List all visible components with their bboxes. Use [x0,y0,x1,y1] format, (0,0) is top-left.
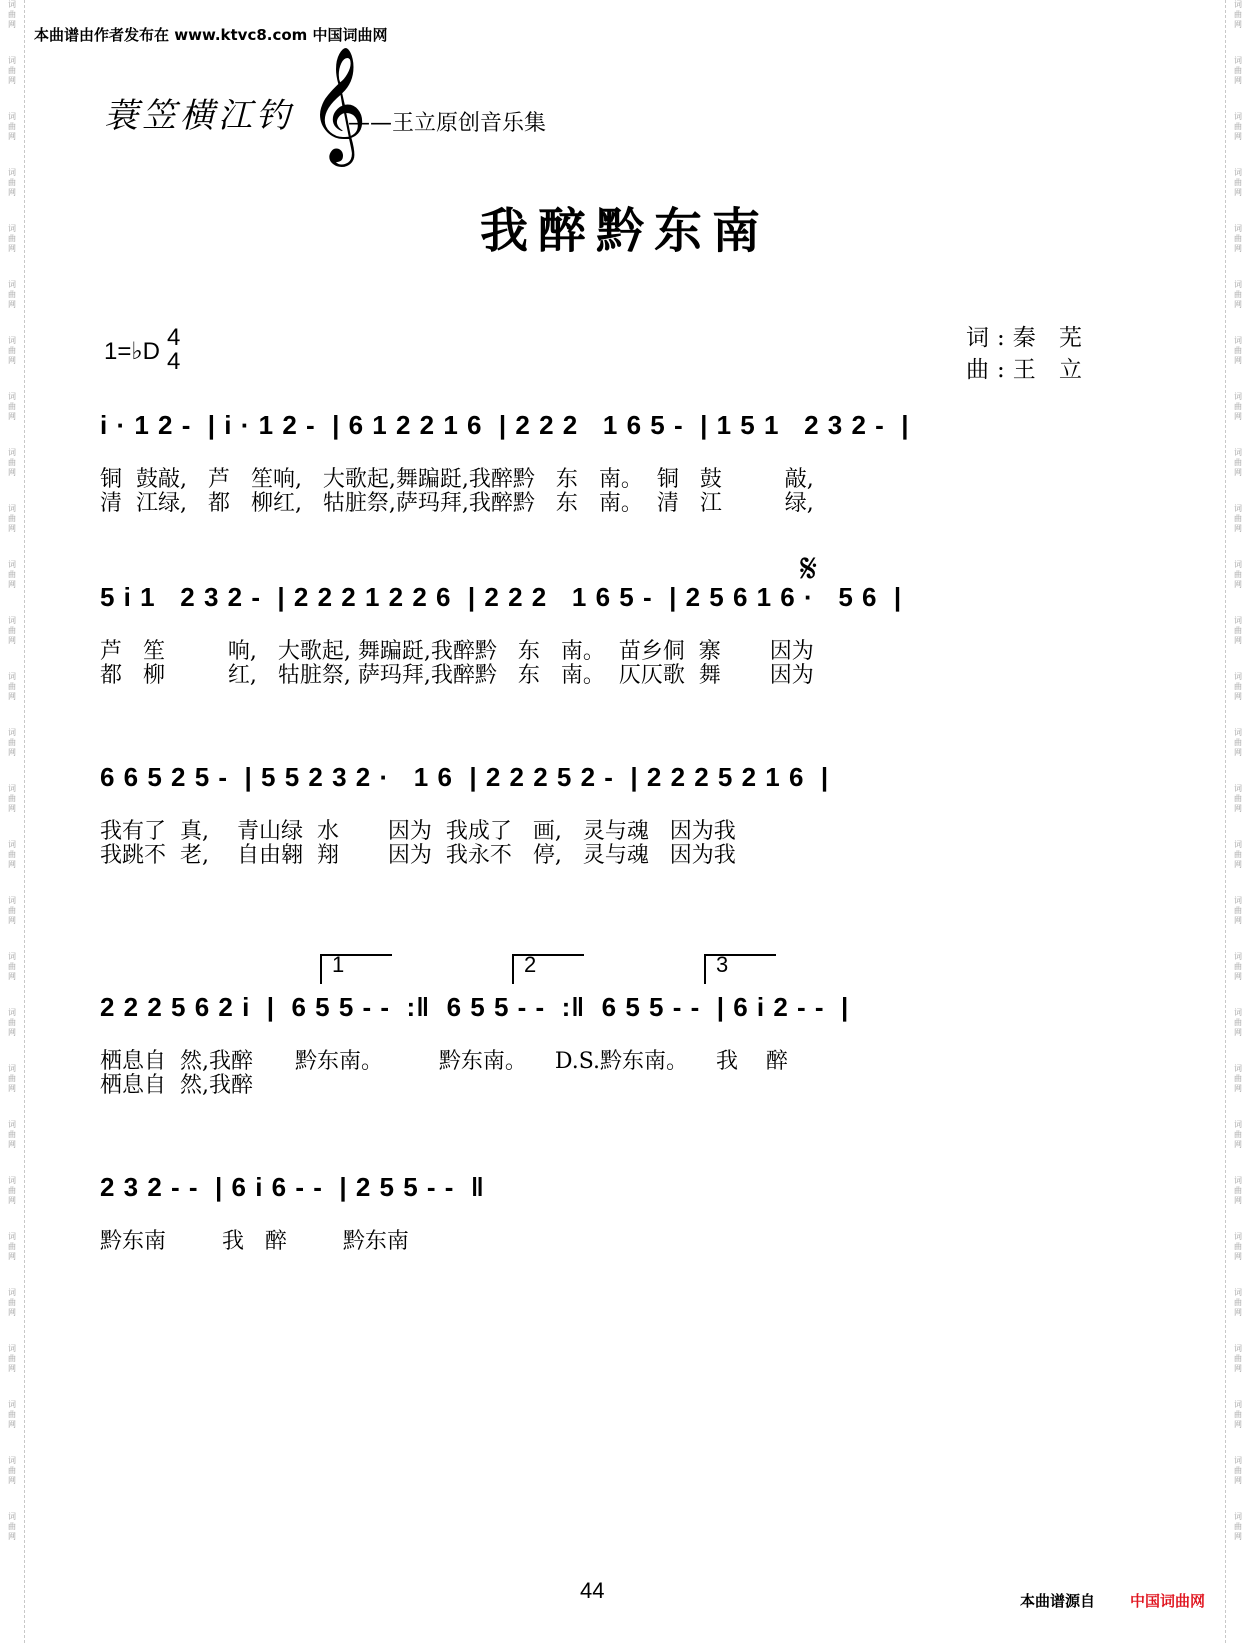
notation-line: 2 2 2 5 6 2 i | 6 5 5 - - :‖ 6 5 5 - - :‖ 6 5 5 - - | 6 i 2 - - | [100,992,850,1022]
watermark-glyph: 词 [8,728,16,737]
watermark-glyph: 词 [1234,728,1242,737]
watermark-glyph-group [1234,1120,1242,1150]
watermark-glyph: 词 [1234,1008,1242,1017]
lyricist: 词:秦 芜 [966,325,1091,351]
watermark-glyph-group [1234,0,1242,30]
watermark-glyph: 网 [1234,524,1242,533]
watermark-glyph: 网 [1234,300,1242,309]
watermark-glyph: 网 [1234,1140,1242,1149]
watermark-glyph-group [8,112,16,142]
watermark-glyph: 曲 [1234,570,1242,579]
watermark-glyph: 词 [1234,1400,1242,1409]
watermark-glyph: 曲 [8,1466,16,1475]
watermark-glyph-group [1234,1344,1242,1374]
watermark-glyph: 词 [8,1120,16,1129]
watermark-glyph: 词 [1234,448,1242,457]
watermark-glyph: 曲 [1234,1410,1242,1419]
watermark-glyph-group [1234,1232,1242,1262]
watermark-glyph-group [8,1456,16,1486]
watermark-glyph: 词 [8,784,16,793]
watermark-glyph: 词 [1234,1456,1242,1465]
watermark-glyph: 网 [8,188,16,197]
watermark-glyph: 曲 [8,1130,16,1139]
segno-icon: 𝄋 [800,546,818,592]
watermark-glyph-group [8,560,16,590]
watermark-glyph: 网 [8,972,16,981]
watermark-glyph: 词 [8,1512,16,1521]
watermark-glyph-group [8,56,16,86]
watermark-glyph: 曲 [8,1242,16,1251]
watermark-glyph: 词 [1234,392,1242,401]
watermark-glyph: 词 [8,56,16,65]
watermark-glyph: 词 [1234,56,1242,65]
watermark-glyph-group [1234,728,1242,758]
watermark-glyph: 曲 [1234,514,1242,523]
watermark-glyph: 曲 [1234,1074,1242,1083]
collection-subtitle: ——王立原创音乐集 [348,111,547,136]
watermark-glyph: 网 [1234,804,1242,813]
watermark-glyph: 词 [1234,1288,1242,1297]
lyric-verse-2: 我跳不 老, 自由翱 翔 因为 我永不 停, 灵与魂 因为我 [100,843,736,868]
watermark-glyph: 词 [8,1400,16,1409]
volta-number: 2 [524,952,537,977]
watermark-glyph-group [1234,56,1242,86]
watermark-glyph: 网 [8,244,16,253]
time-signature-bottom: 4 [167,348,181,375]
watermark-glyph-group [1234,1512,1242,1542]
watermark-glyph: 词 [1234,1344,1242,1353]
watermark-glyph: 曲 [1234,66,1242,75]
watermark-glyph: 网 [1234,188,1242,197]
watermark-glyph: 网 [1234,1420,1242,1429]
treble-clef-icon: 𝄞 [308,45,368,162]
watermark-glyph: 网 [8,692,16,701]
watermark-glyph: 曲 [8,1522,16,1531]
song-title: 我醉黔东南 [479,203,770,259]
watermark-glyph-group [8,896,16,926]
watermark-glyph: 词 [8,672,16,681]
volta-number: 3 [716,952,729,977]
watermark-glyph-group [1234,280,1242,310]
watermark-glyph: 曲 [8,10,16,19]
watermark-glyph: 网 [1234,1364,1242,1373]
watermark-glyph-group [1234,840,1242,870]
watermark-glyph-group [1234,1008,1242,1038]
watermark-glyph: 曲 [8,850,16,859]
watermark-glyph-group [8,616,16,646]
watermark-glyph: 曲 [1234,1354,1242,1363]
watermark-glyph: 网 [1234,132,1242,141]
watermark-glyph: 词 [8,1008,16,1017]
watermark-glyph: 曲 [8,570,16,579]
watermark-glyph: 曲 [8,682,16,691]
watermark-glyph: 曲 [1234,1522,1242,1531]
watermark-glyph: 网 [1234,244,1242,253]
notation-line: 2 3 2 - - | 6 i 6 - - | 2 5 5 - - ‖ [100,1172,485,1202]
watermark-glyph: 曲 [8,1074,16,1083]
watermark-glyph-group [8,784,16,814]
watermark-glyph: 网 [8,468,16,477]
watermark-glyph: 词 [1234,1064,1242,1073]
watermark-glyph: 网 [1234,1476,1242,1485]
volta-bracket-3 [704,954,776,984]
watermark-glyph-group [8,1232,16,1262]
watermark-glyph: 曲 [1234,682,1242,691]
watermark-glyph: 曲 [8,66,16,75]
volta-number: 1 [332,952,345,977]
watermark-glyph: 曲 [8,402,16,411]
watermark-glyph: 词 [1234,560,1242,569]
watermark-glyph: 曲 [1234,906,1242,915]
watermark-glyph: 曲 [8,1186,16,1195]
watermark-glyph: 网 [1234,748,1242,757]
watermark-glyph-group [1234,448,1242,478]
watermark-glyph: 网 [8,300,16,309]
watermark-glyph-group [1234,784,1242,814]
watermark-glyph: 曲 [1234,794,1242,803]
watermark-glyph-group [1234,896,1242,926]
lyric-verse-1: 我有了 真, 青山绿 水 因为 我成了 画, 灵与魂 因为我 [100,819,736,844]
watermark-glyph: 曲 [8,962,16,971]
watermark-glyph: 曲 [1234,626,1242,635]
watermark-glyph: 曲 [8,178,16,187]
watermark-glyph: 曲 [1234,1130,1242,1139]
watermark-glyph: 词 [8,1456,16,1465]
watermark-glyph: 词 [8,952,16,961]
watermark-glyph: 网 [8,804,16,813]
watermark-glyph: 曲 [1234,738,1242,747]
watermark-glyph: 曲 [1234,1186,1242,1195]
key-signature: 1=♭D [104,338,161,365]
lyric-verse-1: 栖息自 然,我醉 黔东南。 黔东南。 D.S.黔东南。 我 醉 [100,1049,788,1074]
watermark-glyph-group [8,1064,16,1094]
watermark-glyph-group [8,504,16,534]
watermark-glyph-group [1234,672,1242,702]
watermark-glyph: 网 [8,1252,16,1261]
watermark-glyph-group [8,1176,16,1206]
watermark-glyph-group [1234,1288,1242,1318]
watermark-glyph: 词 [1234,224,1242,233]
watermark-glyph: 词 [1234,0,1242,9]
watermark-glyph: 网 [1234,20,1242,29]
watermark-glyph: 曲 [8,794,16,803]
watermark-glyph: 词 [1234,504,1242,513]
watermark-glyph: 网 [1234,1084,1242,1093]
watermark-glyph: 曲 [8,514,16,523]
watermark-glyph: 网 [8,1420,16,1429]
watermark-glyph: 曲 [1234,402,1242,411]
watermark-glyph: 词 [8,1344,16,1353]
lyric-verse-1: 黔东南 我 醉 黔东南 [100,1229,409,1254]
lyric-verse-2: 都 柳 红, 牯脏祭, 萨玛拜,我醉黔 东 南。 仄仄歌 舞 因为 [100,663,814,688]
watermark-glyph: 曲 [1234,962,1242,971]
source-site-link[interactable]: 中国词曲网 [1130,1592,1206,1610]
watermark-glyph: 词 [1234,952,1242,961]
watermark-glyph: 曲 [1234,178,1242,187]
credits [966,322,1090,386]
watermark-glyph: 词 [8,112,16,121]
watermark-glyph: 词 [8,1176,16,1185]
watermark-glyph: 曲 [8,738,16,747]
watermark-glyph: 网 [8,580,16,589]
watermark-glyph-group [1234,504,1242,534]
watermark-glyph: 网 [1234,1252,1242,1261]
volta-bracket-2 [512,954,584,984]
watermark-glyph: 网 [8,1140,16,1149]
watermark-glyph: 网 [1234,1028,1242,1037]
watermark-glyph: 曲 [8,290,16,299]
watermark-glyph-group [8,1288,16,1318]
watermark-glyph-group [8,1400,16,1430]
watermark-glyph-group [1234,1176,1242,1206]
watermark-glyph-group [8,672,16,702]
watermark-glyph: 词 [8,224,16,233]
watermark-glyph: 词 [1234,336,1242,345]
watermark-glyph: 网 [1234,412,1242,421]
watermark-glyph: 曲 [8,906,16,915]
watermark-glyph-group [1234,1456,1242,1486]
watermark-glyph: 网 [8,1364,16,1373]
watermark-glyph: 词 [8,504,16,513]
watermark-glyph: 词 [1234,1232,1242,1241]
watermark-glyph: 词 [1234,1512,1242,1521]
watermark-glyph: 网 [1234,76,1242,85]
watermark-glyph-group [1234,392,1242,422]
watermark-glyph: 词 [1234,168,1242,177]
watermark-glyph: 网 [8,1084,16,1093]
watermark-glyph: 词 [8,1064,16,1073]
watermark-glyph: 网 [8,860,16,869]
watermark-glyph: 曲 [1234,10,1242,19]
watermark-glyph: 网 [8,412,16,421]
watermark-glyph-group [8,952,16,982]
lyric-verse-2: 清 江绿, 都 柳红, 牯脏祭,萨玛拜,我醉黔 东 南。 清 江 绿, [100,491,814,516]
watermark-glyph: 词 [8,616,16,625]
watermark-glyph-group [8,392,16,422]
watermark-glyph: 网 [8,76,16,85]
collection-title: 蓑笠横江钓 [104,96,294,136]
watermark-glyph: 曲 [1234,346,1242,355]
watermark-glyph: 网 [1234,916,1242,925]
watermark-glyph-group [1234,112,1242,142]
notation-line: 6 6 5 2 5 - | 5 5 2 3 2 · 1 6 | 2 2 2 5 2 - | 2 2 2 5 2 1 6 | [100,762,830,792]
watermark-glyph: 网 [1234,1532,1242,1541]
watermark-glyph: 网 [1234,468,1242,477]
publish-notice: 本曲谱由作者发布在 www.ktvc8.com 中国词曲网 [34,26,388,44]
page-number: 44 [580,1578,605,1603]
watermark-glyph: 网 [8,1308,16,1317]
watermark-glyph: 网 [8,356,16,365]
watermark-glyph: 词 [8,896,16,905]
composer: 曲:王 立 [966,357,1091,383]
watermark-glyph: 词 [1234,784,1242,793]
watermark-glyph-group [1234,560,1242,590]
watermark-glyph: 网 [8,916,16,925]
watermark-glyph: 网 [8,1028,16,1037]
watermark-glyph-group [8,1344,16,1374]
lyric-verse-1: 铜 鼓敲, 芦 笙响, 大歌起,舞蹁跹,我醉黔 东 南。 铜 鼓 敲, [100,467,814,492]
watermark-glyph: 网 [8,1476,16,1485]
notation-line: 5 i 1 2 3 2 - | 2 2 2 1 2 2 6 | 2 2 2 1 6 5 - | 2 5 6 1 6 · 5 6 | [100,582,903,612]
watermark-glyph-group [8,840,16,870]
watermark-glyph: 曲 [8,626,16,635]
watermark-glyph: 词 [1234,672,1242,681]
watermark-glyph: 词 [1234,616,1242,625]
watermark-glyph: 网 [1234,860,1242,869]
watermark-glyph-group [8,1120,16,1150]
watermark-glyph-group [8,448,16,478]
watermark-glyph: 词 [8,280,16,289]
watermark-glyph: 网 [1234,692,1242,701]
watermark-glyph: 曲 [8,458,16,467]
watermark-glyph: 词 [1234,112,1242,121]
watermark-glyph: 网 [8,748,16,757]
watermark-glyph: 曲 [1234,1298,1242,1307]
watermark-glyph: 曲 [1234,234,1242,243]
watermark-glyph: 网 [1234,972,1242,981]
watermark-glyph-group [8,728,16,758]
watermark-glyph: 网 [1234,580,1242,589]
watermark-glyph: 曲 [8,346,16,355]
watermark-glyph: 词 [8,560,16,569]
volta-bracket-1 [320,954,392,984]
watermark-glyph-group [8,280,16,310]
watermark-glyph: 网 [8,636,16,645]
watermark-glyph: 词 [8,336,16,345]
watermark-glyph: 词 [1234,840,1242,849]
watermark-glyph: 词 [8,392,16,401]
source-label: 本曲谱源自 [1020,1592,1096,1610]
watermark-glyph: 网 [1234,636,1242,645]
watermark-glyph: 网 [8,524,16,533]
watermark-glyph: 网 [1234,1196,1242,1205]
watermark-glyph: 曲 [1234,850,1242,859]
watermark-glyph: 词 [1234,896,1242,905]
watermark-glyph: 曲 [1234,1466,1242,1475]
watermark-glyph-group [1234,616,1242,646]
watermark-glyph: 网 [1234,1308,1242,1317]
watermark-glyph: 曲 [1234,1018,1242,1027]
watermark-glyph: 词 [1234,280,1242,289]
watermark-glyph-group [1234,336,1242,366]
watermark-glyph: 词 [1234,1120,1242,1129]
watermark-glyph: 词 [8,1288,16,1297]
watermark-glyph-group [1234,1064,1242,1094]
watermark-glyph: 曲 [8,1410,16,1419]
watermark-glyph: 词 [8,840,16,849]
watermark-glyph: 曲 [1234,290,1242,299]
watermark-glyph: 曲 [1234,458,1242,467]
time-signature-top: 4 [167,324,181,351]
watermark-glyph-group [8,1512,16,1542]
watermark-glyph: 网 [8,132,16,141]
watermark-glyph: 曲 [8,122,16,131]
watermark-glyph: 曲 [8,1354,16,1363]
time-signature [167,326,180,374]
watermark-glyph: 曲 [8,1298,16,1307]
watermark-glyph-group [1234,1400,1242,1430]
watermark-glyph-group [1234,952,1242,982]
watermark-glyph: 词 [8,0,16,9]
watermark-glyph: 词 [8,1232,16,1241]
watermark-glyph: 网 [1234,356,1242,365]
notation-line: i · 1 2 - | i · 1 2 - | 6 1 2 2 1 6 | 2 2 2 1 6 5 - | 1 5 1 2 3 2 - | [100,410,910,440]
watermark-glyph: 词 [1234,1176,1242,1185]
lyric-verse-1: 芦 笙 响, 大歌起, 舞蹁跹,我醉黔 东 南。 苗乡侗 寨 因为 [100,639,814,664]
watermark-glyph: 网 [8,1532,16,1541]
watermark-glyph: 词 [8,448,16,457]
watermark-glyph: 曲 [8,1018,16,1027]
watermark-glyph-group [8,336,16,366]
lyric-verse-2: 栖息自 然,我醉 [100,1073,253,1098]
watermark-glyph: 曲 [8,234,16,243]
watermark-glyph: 网 [8,20,16,29]
watermark-glyph: 曲 [1234,1242,1242,1251]
watermark-glyph: 网 [8,1196,16,1205]
watermark-glyph: 曲 [1234,122,1242,131]
watermark-glyph-group [8,1008,16,1038]
watermark-glyph-group [8,0,16,30]
watermark-glyph: 词 [8,168,16,177]
